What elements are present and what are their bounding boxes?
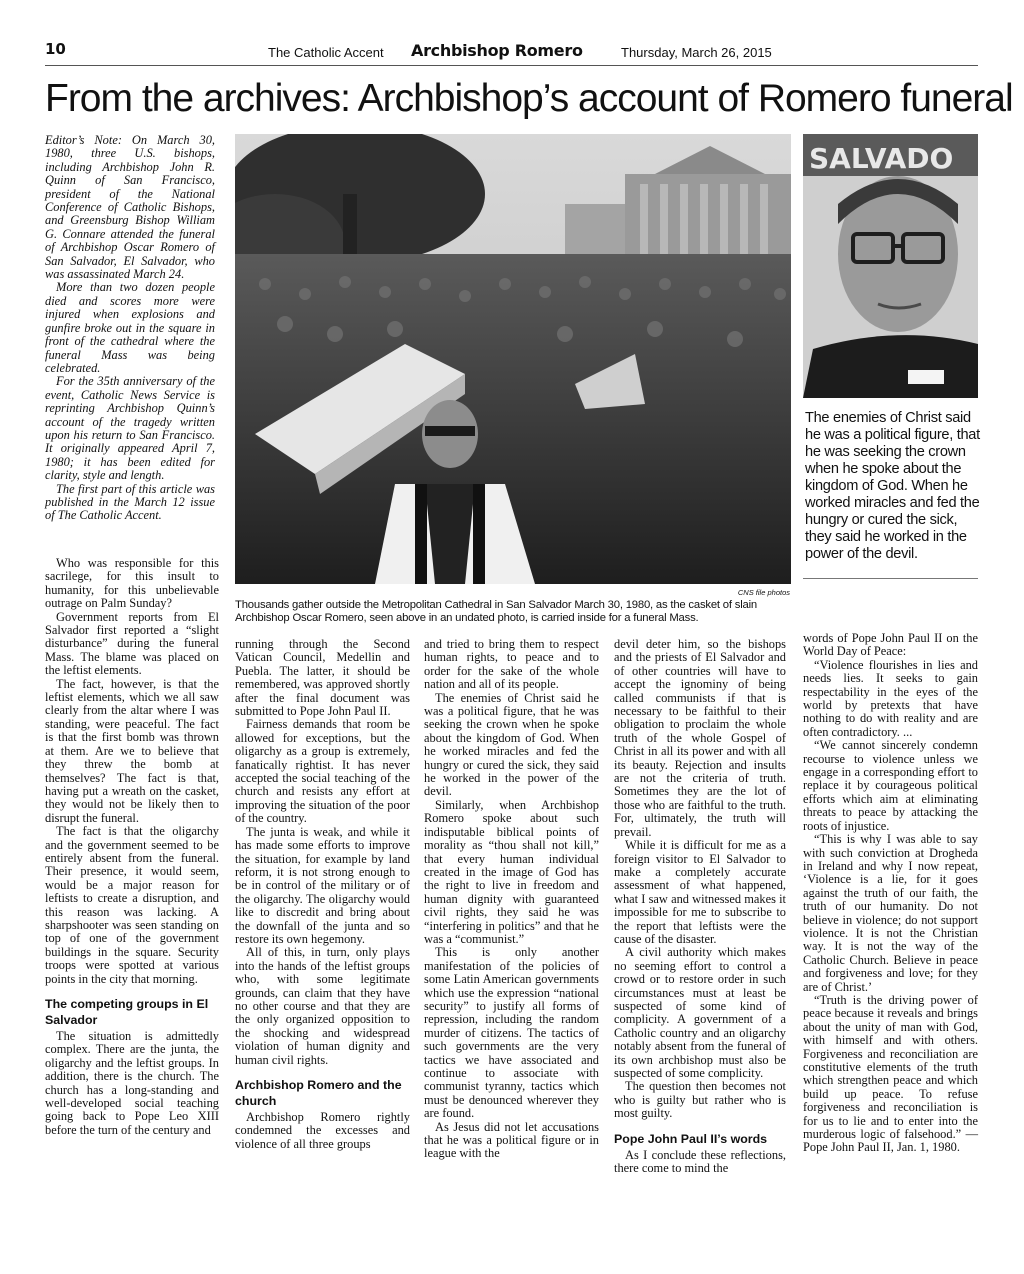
article-paragraph: Archbishop Romero rightly condemned the excesses and violence of all three groups	[235, 1110, 410, 1151]
article-paragraph: Who was responsible for this sacrilege, for this insult to humanity, for this unbelievable outrage on Palm Sunday?	[45, 556, 219, 611]
subhead-romero-and-church: Archbishop Romero and the church	[235, 1078, 402, 1108]
page-number: 10	[45, 40, 66, 58]
editor-note-paragraph: More than two dozen people died and scores more were injured when explosions and gunfire broke out in the square in front of the cathedral where the funeral Mass was being celebrated.	[45, 280, 215, 375]
article-paragraph: The enemies of Christ said he was a political figure, that he was seeking the crown when he spoke about the kingdom of God. When he worked miracles and fed the hungry or cured the sick, they said he worked in the power of the devil.	[424, 690, 599, 799]
article-paragraph: The situation is admittedly complex. There are the junta, the oligarchy and the leftist groups. In addition, there is the church. The church has a long-standing and well-developed social teaching going back to Pope Leo XIII before the turn of the century and	[45, 1029, 219, 1137]
headline: From the archives: Archbishop’s account of Romero funeral	[45, 77, 1013, 120]
article-paragraph: “Truth is the driving power of peace because it reveals and brings about the unity of man with God, with himself and with others. Forgiveness and reconciliation are constitutive elements of the truth which strengthen peace and which build up peace. To refuse forgiveness and reconciliation is for us to lie and to enter into the murderous logic of falsehood.” — Pope John Paul II, Jan. 1, 1980.	[803, 992, 978, 1155]
article-paragraph: This is only another manifestation of the policies of some Latin American governments which use the expression “national security” to justify all forms of repression, including the random murder of citizens. The tactics of such governments are the very tactics we have associated and continue to associate with communist tyranny, tactics which must be denounced wherever they are found.	[424, 945, 599, 1121]
article-paragraph: The question then becomes not who is guilty but rather who is most guilty.	[614, 1079, 786, 1121]
article-paragraph: Similarly, when Archbishop Romero spoke about such indisputable biblical points of morality as “thou shall not kill,” that every human individual created in the image of God has the right to live in freedom and human dignity with guaranteed civil rights, they said he was “interfering in politics” and that he was a “communist.”	[424, 797, 599, 946]
article-column-3	[424, 638, 599, 1161]
photo-caption: Thousands gather outside the Metropolitan Cathedral in San Salvador March 30, 1980, as the casket of slain Archbishop Oscar Romero, seen above in an undated photo, is carried inside for a funeral Mass.	[235, 599, 758, 624]
article-paragraph: While it is difficult for me as a foreign visitor to El Salvador to make a completely accurate assessment of what happened, what I saw and witnessed makes it impossible for me to subscribe to the report that leftists were the cause of the disaster.	[614, 838, 786, 946]
romero-portrait	[803, 134, 978, 398]
article-paragraph: devil deter him, so the bishops and the priests of El Salvador and of other countries will have to accept the ignominy of being called communists if that is necessary to be faithful to their obligation to proclaim the whole truth of the whole Gospel of Christ in all its power and with all its beauty. Rejection and insults are not the criteria of truth. Sometimes they are the lot of those who are faithful to the truth. For, ultimately, the truth will prevail.	[614, 637, 786, 839]
article-paragraph: Fairness demands that room be allowed for exceptions, but the oligarchy as a group is extremely, fanatically rightist. It has never accepted the social teaching of the church and resists any effort at improving the situation of the poor of the country.	[235, 717, 410, 826]
portrait-sign-text: SALVADO	[809, 142, 954, 175]
funeral-crowd-photo	[235, 134, 791, 584]
article-column-1	[45, 557, 219, 1137]
article-paragraph: As I conclude these reflections, there come to mind the	[614, 1147, 786, 1176]
article-paragraph: and tried to bring them to respect human rights, to peace and to order for the sake of the whole nation and all of its people.	[424, 637, 599, 692]
article-column-4	[614, 638, 786, 1175]
romero-portrait-illustration	[803, 134, 978, 398]
editor-note-paragraph: The first part of this article was published in the March 12 issue of The Catholic Accent.	[45, 481, 215, 523]
article-paragraph: “We cannot sincerely condemn recourse to violence unless we engage in a corresponding effort to replace it by courageous political efforts which aim at eliminating threats to peace by attacking the roots of injustice.	[803, 738, 978, 833]
article-paragraph: Government reports from El Salvador first reported a “slight disturbance” during the funeral Mass. The blame was placed on the leftist elements.	[45, 609, 219, 678]
article-paragraph: “Violence flourishes in lies and needs lies. It seeks to gain respectability in the eyes of the world by pretexts that have nothing to do with reality and are often contradictory. ...	[803, 657, 978, 739]
editor-note-paragraph: For the 35th anniversary of the event, Catholic News Service is reprinting Archbishop Quinn’s account of the tragedy written upon his return to San Francisco. It originally appeared April 7, 1980; it has been edited for clarity, style and length.	[45, 374, 215, 483]
article-paragraph: running through the Second Vatican Council, Medellin and Puebla. The latter, it should be remembered, was approved shortly after the final document was submitted to Pope John Paul II.	[235, 637, 410, 719]
subhead-competing-groups: The competing groups in El Salvador	[45, 997, 209, 1027]
publication-name: The Catholic Accent	[268, 45, 384, 60]
section-name: Archbishop Romero	[411, 41, 583, 60]
article-paragraph: As Jesus did not let accusations that he was a political figure or in league with the	[424, 1119, 599, 1161]
article-paragraph: The junta is weak, and while it has made some efforts to improve the situation, for example by land reform, it is not strong enough to be in control of the military or of the oligarchy. The oligarchy would like to discredit and bring about the downfall of the junta and so restore its own hegemony.	[235, 824, 410, 946]
article-paragraph: A civil authority which makes no seeming effort to control a crowd or to restore order in such circumstances must at least be suspected of some kind of complicity. A government of a Catholic country and an oligarchy notably absent from the funeral of its own archbishop must also be suspected of some complicity.	[614, 945, 786, 1080]
photo-credit: CNS file photos	[737, 588, 790, 597]
article-paragraph: The fact, however, is that the leftist elements, which we all saw clearly from the altar where I was standing, were peaceful. The fact is that the first bomb was thrown at them. Are we to believe that they threw the bomb at themselves? The fact is that, having put a wreath on the casket, they would not be likely then to disrupt the funeral.	[45, 676, 219, 825]
article-column-5	[803, 632, 978, 1155]
editor-note	[45, 134, 215, 523]
pull-quote: The enemies of Christ said he was a political figure, that he was seeking the crown when he spoke about the kingdom of God. When he worked miracles and fed the hungry or cured the sick, they said he worked in the power of the devil.	[805, 410, 980, 562]
subhead-pope-words: Pope John Paul II’s words	[614, 1131, 768, 1146]
editor-note-paragraph: Editor’s Note: On March 30, 1980, three U.S. bishops, including Archbishop John R. Quinn of San Francisco, president of the National Conference of Catholic Bishops, and Greensburg Bishop William G. Connare attended the funeral of Archbishop Oscar Romero of San Salvador, El Salvador, who was assassinated March 24.	[45, 133, 215, 282]
funeral-crowd-illustration	[235, 134, 791, 584]
header-divider	[45, 65, 978, 66]
pull-quote-divider	[803, 578, 978, 579]
article-column-2	[235, 638, 410, 1151]
article-paragraph: words of Pope John Paul II on the World Day of Peace:	[803, 631, 978, 659]
article-paragraph: “This is why I was able to say with such conviction at Drogheda in Ireland and why I now repeat, ‘Violence is a lie, for it goes against the truth of our faith, the truth of our humanity. Do not believe in violence; do not support violence. It is not the Christian way. It is not the way of the Catholic Church. Believe in peace and forgiveness and love; for they are of Christ.’	[803, 832, 978, 994]
article-paragraph: The fact is that the oligarchy and the government seemed to be entirely absent from the funeral. Their presence, it would seem, would be a major reason for leftists to create a disruption, and this reason was lacking. A sharpshooter was seen standing on top of one of the government buildings in the square. Security troops were spotted at various points in the city that morning.	[45, 824, 219, 986]
issue-date: Thursday, March 26, 2015	[621, 45, 772, 60]
article-paragraph: All of this, in turn, only plays into the hands of the leftist groups who, with some legitimate grounds, can claim that they have no other course and that they are the only organized opposition to the shocking and widespread violation of human dignity and human civil rights.	[235, 945, 410, 1067]
